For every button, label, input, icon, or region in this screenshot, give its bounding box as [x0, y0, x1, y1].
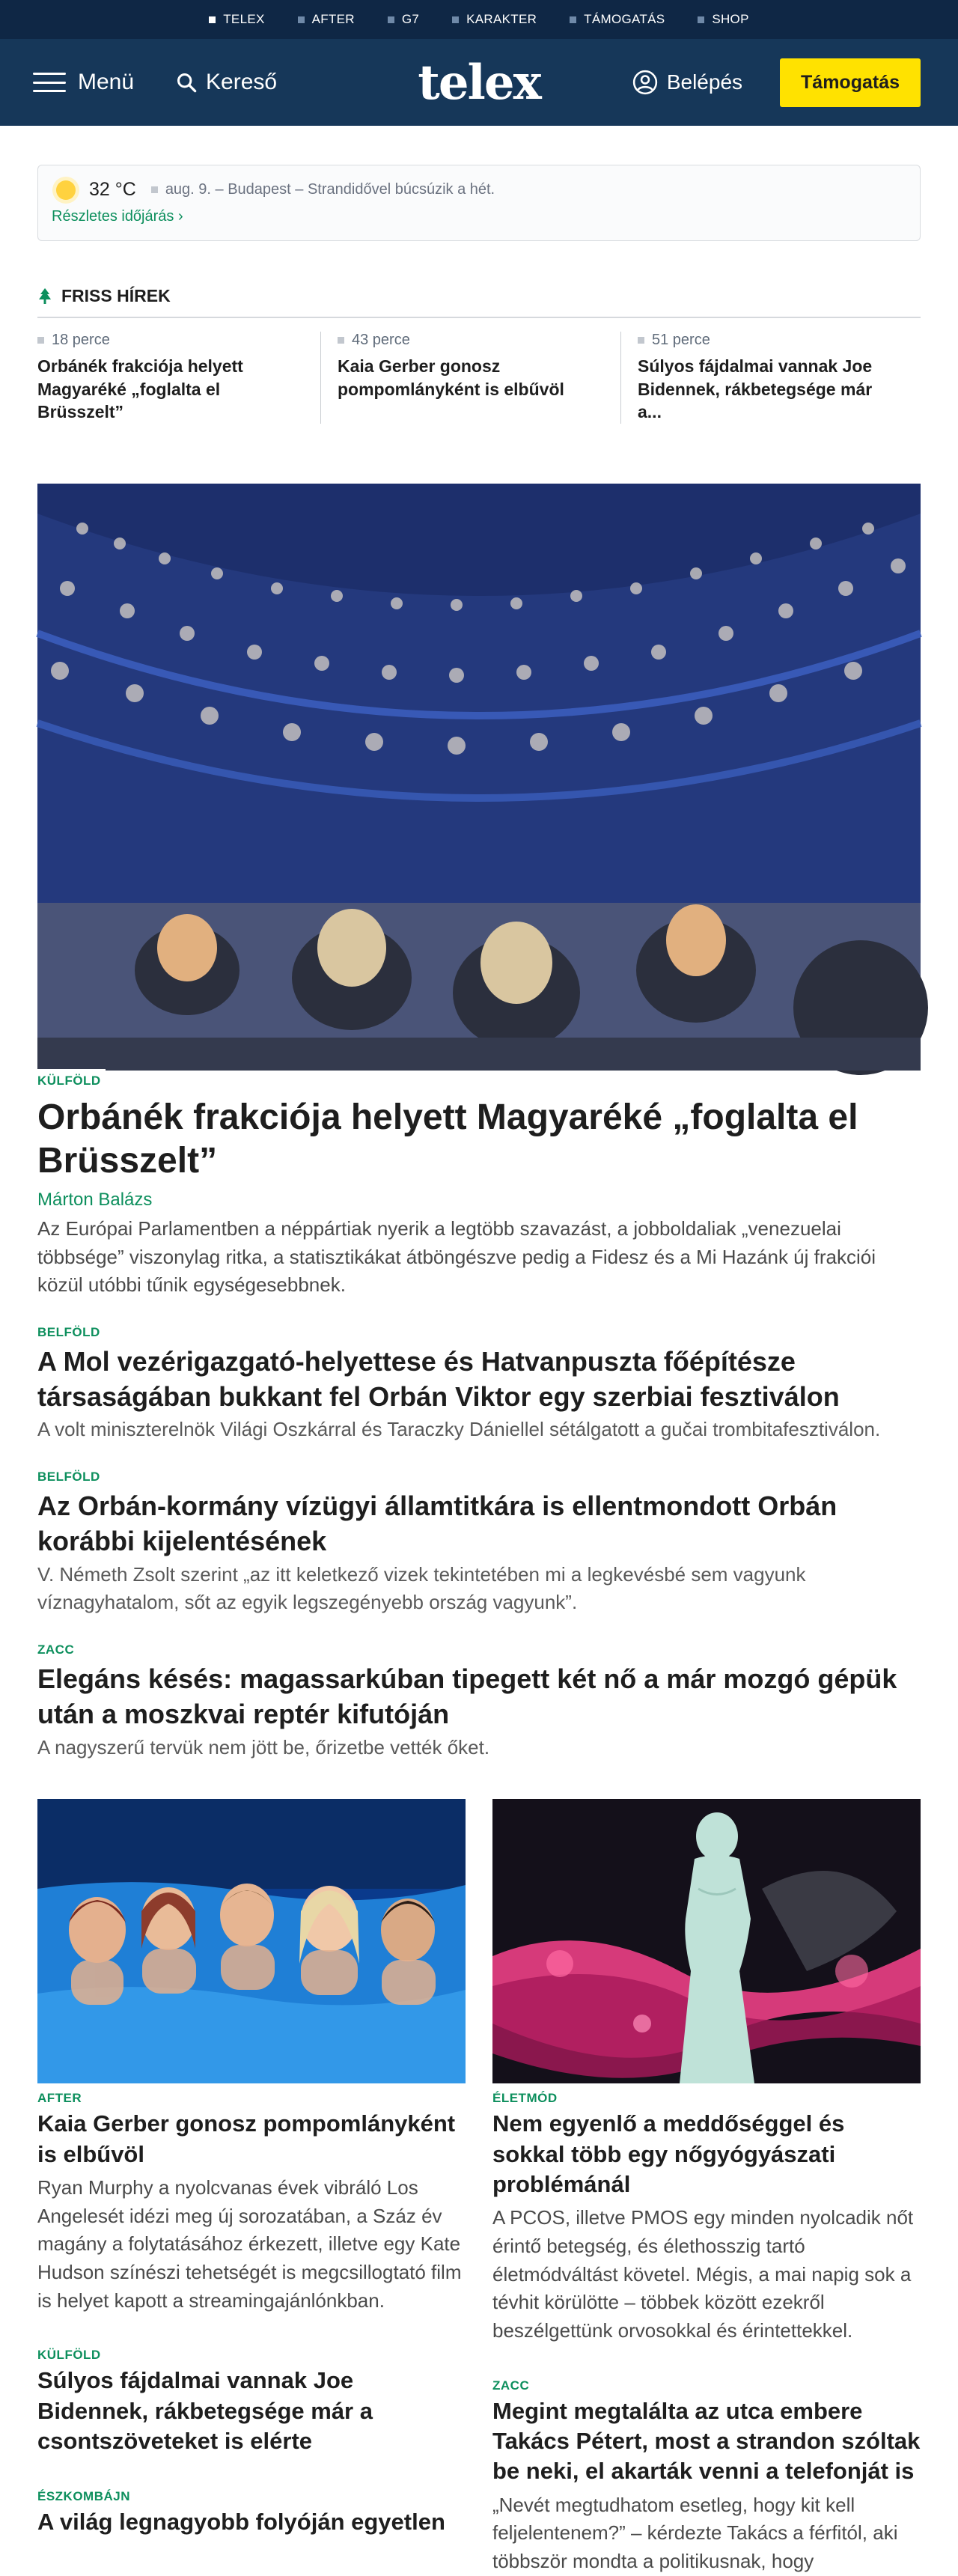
top-nav-after[interactable]: AFTER [298, 12, 355, 27]
chevron-right-icon: › [177, 208, 183, 225]
article-author[interactable]: Márton Balázs [37, 1189, 153, 1210]
article-card [492, 2371, 921, 2576]
article-title[interactable]: Az Orbán-kormány vízügyi államtitkára is ellentmondott Orbán korábbi kijelentésének [37, 1491, 838, 1556]
top-navigation [0, 0, 958, 39]
article-card [37, 2340, 466, 2456]
pool-photo [37, 1799, 466, 2083]
news-time: 18 perce [52, 332, 110, 348]
square-bullet-icon [638, 337, 644, 344]
article-title[interactable]: Elegáns késés: magassarkúban tipegett két nő a már mozgó gépük után a moszkvai reptér kifutóján [37, 1663, 897, 1729]
article-category[interactable]: ZACC [492, 2378, 530, 2393]
hero-image[interactable] [37, 484, 921, 1071]
card-lead: „Nevét megtudhatom esetleg, hogy kit kell feljelentenem?” – kérdezte Takács a férfitól, aki többször mondta a politikusnak, hogy [492, 2493, 898, 2573]
square-bullet-icon [151, 186, 158, 193]
main-header [0, 39, 958, 126]
latest-news-item[interactable] [620, 332, 921, 424]
article-item [37, 1325, 921, 1444]
hero-lead: Az Európai Parlamentben a néppártiak nyerik a legtöbb szavazást, a jobboldaliak „venezuelai többsége” viszonylag ritka, a statisztikákat átböngészve pedig a Fidesz és a Mi Hazánk új frakciói közül utóbbi tűnik egységesebbnek. [37, 1217, 876, 1297]
square-bullet-icon [298, 16, 305, 23]
article-category[interactable]: ÉSZKOMBÁJN [37, 2489, 131, 2504]
card-title[interactable]: A világ legnagyobb folyóján egyetlen [37, 2509, 445, 2536]
news-title[interactable]: Orbánék frakciója helyett Magyaréké „foglalta el Brüsszelt” [37, 356, 243, 422]
square-bullet-icon [698, 16, 704, 23]
article-item [37, 1642, 921, 1762]
statue-photo [492, 1799, 921, 2083]
article-category[interactable]: ZACC [37, 1642, 75, 1657]
square-bullet-icon [338, 337, 344, 344]
article-lead: A nagyszerű tervük nem jött be, őrizetbe vették őket. [37, 1735, 490, 1759]
hamburger-icon [33, 73, 66, 92]
article-card [37, 2482, 466, 2537]
article-lead: A volt miniszterelnök Világi Oszkárral és Taraczky Dániellel sétálgatott a gučai trombitafesztiválon. [37, 1418, 881, 1441]
latest-news-item[interactable] [320, 332, 620, 424]
card-title[interactable]: Nem egyenlő a meddőséggel és sokkal több egy nőgyógyászati problémánál [492, 2110, 845, 2198]
news-title[interactable]: Súlyos fájdalmai vannak Joe Bidennek, rákbetegsége már a... [638, 356, 873, 422]
article-grid [37, 1799, 921, 2575]
news-title[interactable]: Kaia Gerber gonosz pompomlányként is elbűvöl [338, 356, 564, 399]
weather-details-link[interactable]: Részletes időjárás › [52, 208, 183, 225]
article-category[interactable]: KÜLFÖLD [37, 1069, 106, 1091]
hero-title[interactable]: Orbánék frakciója helyett Magyaréké „foglalta el Brüsszelt” [37, 1097, 858, 1181]
article-item [37, 1470, 921, 1617]
card-title[interactable]: Kaia Gerber gonosz pompomlányként is elbűvöl [37, 2110, 456, 2167]
top-nav-karakter[interactable]: KARAKTER [452, 12, 537, 27]
card-title[interactable]: Súlyos fájdalmai vannak Joe Bidennek, rákbetegsége már a csontszöveteket is elérte [37, 2367, 373, 2455]
square-bullet-icon [452, 16, 459, 23]
card-image[interactable] [37, 1799, 466, 2083]
latest-news-item[interactable] [37, 332, 320, 424]
search-icon [176, 72, 197, 93]
article-category[interactable]: KÜLFÖLD [37, 2348, 101, 2363]
search-button[interactable]: Kereső [176, 70, 277, 95]
parliament-photo [37, 484, 921, 1071]
tree-icon [37, 287, 52, 305]
top-nav-g7[interactable]: G7 [388, 12, 419, 27]
user-icon [632, 70, 658, 95]
square-bullet-icon [388, 16, 394, 23]
latest-news [37, 286, 921, 424]
card-title[interactable]: Megint megtalálta az utca embere Takács Pétert, most a strandon szóltak be neki, el akarták venni a telefonját is [492, 2397, 921, 2485]
hero-article [37, 484, 921, 1300]
news-time: 43 perce [352, 332, 410, 348]
article-category[interactable]: BELFÖLD [37, 1324, 100, 1339]
article-card [37, 1799, 466, 2315]
card-lead: A PCOS, illetve PMOS egy minden nyolcadik nőt érintő betegség, és élethosszig tartó életmódváltást követel. Mégis, a mai napig sok a tévhit körülötte – többek között ezekről beszélgettünk orvosokkal és érintettekkel. [492, 2206, 914, 2342]
square-bullet-icon [37, 337, 44, 344]
square-bullet-icon [209, 16, 216, 23]
article-card [492, 1799, 921, 2345]
latest-news-heading: FRISS HÍREK [37, 286, 921, 318]
site-logo[interactable]: telex [418, 54, 540, 111]
weather-widget [37, 165, 921, 241]
sun-icon [56, 180, 76, 200]
square-bullet-icon [570, 16, 576, 23]
temperature: 32 °C [89, 179, 136, 200]
article-title[interactable]: A Mol vezérigazgató-helyettese és Hatvanpuszta főépítésze társaságában bukkant fel Orbán Viktor egy szerbiai fesztiválon [37, 1345, 840, 1412]
menu-button[interactable]: Menü [33, 70, 134, 95]
main-content [0, 165, 958, 2576]
article-category[interactable]: AFTER [37, 2091, 82, 2106]
top-nav-tamogatas[interactable]: TÁMOGATÁS [570, 12, 665, 27]
weather-description: aug. 9. – Budapest – Strandidővel búcsúzik a hét. [165, 181, 495, 198]
card-image[interactable] [492, 1799, 921, 2083]
article-category[interactable]: BELFÖLD [37, 1470, 100, 1485]
card-lead: Ryan Murphy a nyolcvanas évek vibráló Los Angelesét idézi meg új sorozatában, a Száz év magány a folytatásához érkezett, illetve egy Kate Hudson színészi tehetségét is megcsillogtató film is helyet kapott a streamingajánlónkban. [37, 2176, 462, 2312]
news-time: 51 perce [652, 332, 710, 348]
login-button[interactable]: Belépés [632, 70, 742, 95]
article-lead: V. Németh Zsolt szerint „az itt keletkező vizek tekintetében mi a legkevésbé sem vagyunk víznagyhatalom, sőt az egyik legszegényebb ország vagyunk”. [37, 1562, 806, 1614]
article-category[interactable]: ÉLETMÓD [492, 2091, 558, 2106]
support-button[interactable]: Támogatás [780, 58, 921, 107]
top-nav-shop[interactable]: SHOP [698, 12, 748, 27]
top-nav-telex[interactable]: TELEX [209, 12, 264, 27]
